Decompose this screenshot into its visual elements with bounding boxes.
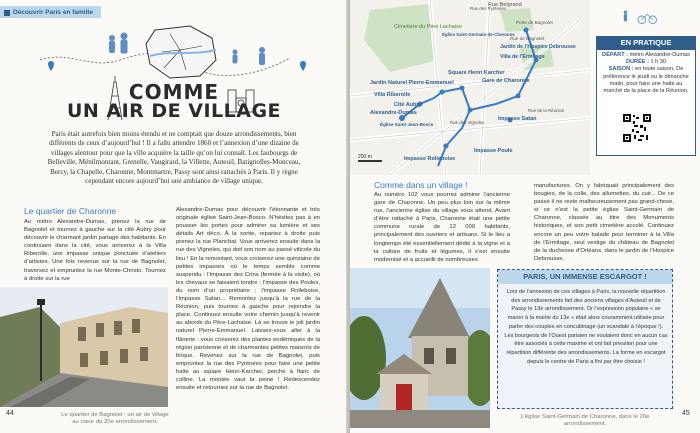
right-page	[350, 0, 700, 433]
map-label-ermitage: Villa de l’Ermitage	[500, 54, 545, 60]
map-label-rue-bagnolet: Rue de Bagnolet	[510, 36, 545, 41]
intro-paragraph: Paris était autrefois bien moins étendu et ne comptait que douze arrondissements, bien différents de ceux d’aujourd’hui ! Il a fallu attendre 1860 et l’annexion d’une dizaine de villages alentour pour que la ville acquière la taille qu’on lui connaît. Les faubourgs de Belleville, Ménilmontant, Grenelle, Vaugirard, la Villette, Auteuil, Batignolles-Monceau, Bercy, la Chapelle, Charonne, Montmartre, Passy sont ainsi rattachés à Paris. Il y règne cependant encore aujourd’hui une ambiance de village unique.	[47, 130, 301, 186]
map-label-pyrenees: Rue des Pyrénées	[470, 6, 507, 11]
map-label-saint-germain: Église Saint-Germain-de-Charonne	[442, 32, 515, 37]
ribbon-label: Découvrir Paris en famille	[13, 9, 93, 16]
escargot-box	[497, 269, 673, 409]
depart-value: métro Alexandre-Dumas	[629, 52, 690, 58]
map-label-cite-aubry: Cité Aubry	[394, 102, 422, 108]
paris-map-icon	[146, 26, 216, 78]
map-label-rue-belgrand: Rue Belgrand	[488, 2, 522, 8]
map-label-cemetery: Cimetière du Père Lachaise	[394, 24, 462, 30]
map-label-poule: Impasse Poule	[474, 148, 513, 154]
scale-label: 200 m	[358, 154, 372, 160]
map-label-porte-bagnolet: Porte de Bagnolet	[516, 20, 553, 25]
right-page-number: 45	[682, 410, 690, 417]
street-photo	[0, 287, 168, 407]
map-label-reunion: Rue de la Réunion	[528, 108, 565, 113]
ribbon-square-icon	[4, 10, 10, 16]
saison-label: SAISON :	[608, 66, 634, 73]
map-label-gare-charonne: Gare de Charonne	[482, 78, 530, 84]
map-label-villa-riberolle: Villa Riberolle	[374, 92, 411, 98]
page-title-line2: UN AIR DE VILLAGE	[66, 100, 282, 122]
page-title-line1: COMME	[128, 80, 220, 104]
left-page-number: 44	[6, 410, 14, 417]
map-label-saint-jean-bosco: Église Saint-Jean-Bosco	[380, 122, 434, 127]
map-label-jardin-naturel: Jardin Naturel Pierre-Emmanuel	[370, 80, 454, 86]
left-page	[0, 0, 348, 433]
left-photo-caption: Le quartier de Bagnolet : un air de village au cœur du 20e arrondissement.	[61, 412, 169, 426]
section-heading-2: Comme dans un village !	[374, 180, 468, 190]
section-ribbon	[0, 6, 101, 18]
saison-value: en toute saison. De préférence le jeudi ou le dimanche matin, pour faire une halte au marché de la place de la Réunion.	[603, 66, 689, 95]
church-photo	[350, 268, 490, 428]
escargot-text: Lors de l’annexion de ces villages à Paris, la nouvelle répartition des arrondissements fait des anciens villages d’Auteuil et de Passy le 13e arrondissement. Or l’expression populaire « se marier à la mairie du 13e » était alors couramment utilisée pour parler des couples en concubinage (un scandale à l’époque !). Les bourgeois de l’Ouest parisien ne voulaient donc en aucun cas être associés à cette maxime et ont fait pression pour une répartition différente des arrondissements. La forme en escargot depuis le centre de Paris a fini par être choisie !	[504, 289, 668, 365]
right-photo-caption: L’église Saint-Germain de Charonne, dans le 20e arrondissement.	[520, 414, 650, 428]
column-2-text: Alexandre-Dumas pour découvrir l’étonnante et très originale église Saint-Jean-Bosco. N’hésitez pas à en pousser les portes pour admirer sa lumière et ses détails Art déco. À la sortie, repartez à droite puis prenez la rue Planchat. Vous arriverez ensuite dans la rue des Vignoles, qui doit son nom au passé viticole du lieu ! En la remontant, vous croiserez une quinzaine de petites impasses où le temps semble comme suspendu : l’impasse des Crins (fermée à la visite), où les chevaux se faisaient tondre ; l’impasse des Poules, du nom d’un propriétaire ; l’impasse Rolleboise, l’impasse Satan... Remontez jusqu’à la rue de la Réunion, puis tournez à gauche pour rejoindre la place. Continuez ensuite votre chemin jusqu’à revenir au abords du Père-Lachaise. Là se trouve le joli jardin naturel Pierre-Emmanuel. Laissez-vous aller à la flânerie : vous croiserez des plantes endémiques de la région parisienne et de charmantes petites maisons de brique. Revenez sur la rue de Bagnolet, puis empruntez la rue des Pyrénées pour faire une petite halte au square Henri-Karcher, perché à flanc de colline. La montée vaut la peine ! Redescendez ensuite et retournez sur la rue de Bagnolet.	[176, 207, 320, 392]
map-label-square-karcher: Square Henri Karcher	[448, 70, 505, 76]
qr-code-icon[interactable]	[622, 113, 652, 143]
section-heading: Le quartier de Charonne	[24, 206, 117, 216]
map-label-alexandre-dumas: Alexandre-Dumas	[370, 110, 417, 116]
pratique-title: EN PRATIQUE	[596, 36, 696, 50]
family-bike-icon	[620, 8, 680, 26]
map-label-rolleboise: Impasse Rolleboise	[404, 156, 456, 162]
depart-label: DÉPART :	[602, 52, 629, 58]
map-label-vignoles: Rue des Vignoles	[450, 120, 485, 125]
duree-label: DURÉE :	[625, 59, 649, 66]
column-4-text: manufactures. On y fabriquait principalement des bougies, de la colle, des allumettes, du cuir... De ce passé il ne reste malheureusement pas grand-chose, si ce n’est la petite église Saint-Germain de Charonne, classée au titre des Monuments historiques, et son petit cimetière accolé. Continuez encore un peu votre balade pour terminer à la Villa de l’Ermitage, seul vestige du château de Bagnolet de la duchesse d’Orléans, dans le jardin de l’Hospice Debrousse.	[534, 183, 674, 262]
duree-value: 1 h 30	[650, 59, 667, 66]
column-1-text: Au métro Alexandre-Dumas, prenez la rue de Bagnolet et tournez à gauche sur la cité Aubry pour découvrir le charmant jardin partagé des habitants. En continuant dans la cité, vous arriverez à la Villa Riberolle, une impasse unique ponctuée d’ateliers d’artistes. Une fois revenus sur la rue de Bagnolet, traversez et empruntez la rue Monte-Christo. Tournez à droite sur la rue	[24, 219, 166, 282]
walk-map	[350, 0, 590, 175]
map-label-hospice: Jardin de l’Hospice Debrousse	[500, 44, 576, 50]
escargot-title: PARIS, UN IMMENSE ESCARGOT !	[498, 270, 672, 284]
map-label-satan: Impasse Satan	[498, 116, 537, 122]
column-3-text: Au numéro 102 vous pourrez admirer l’ancienne gare de Charonne. Un peu plus loin sur la même rue, l’ancienne église du village vous attend. Avant d’être rattaché à Paris, Charonne était une petite commune rurale de 12 000 habitants, principalement des ouvriers et artisans. Si le lieu a longtemps été essentiellement dédié à la vigne et à la culture de fruits et légumes, il s’est ensuite modernisé et a accueilli de nombreuses	[374, 192, 510, 263]
